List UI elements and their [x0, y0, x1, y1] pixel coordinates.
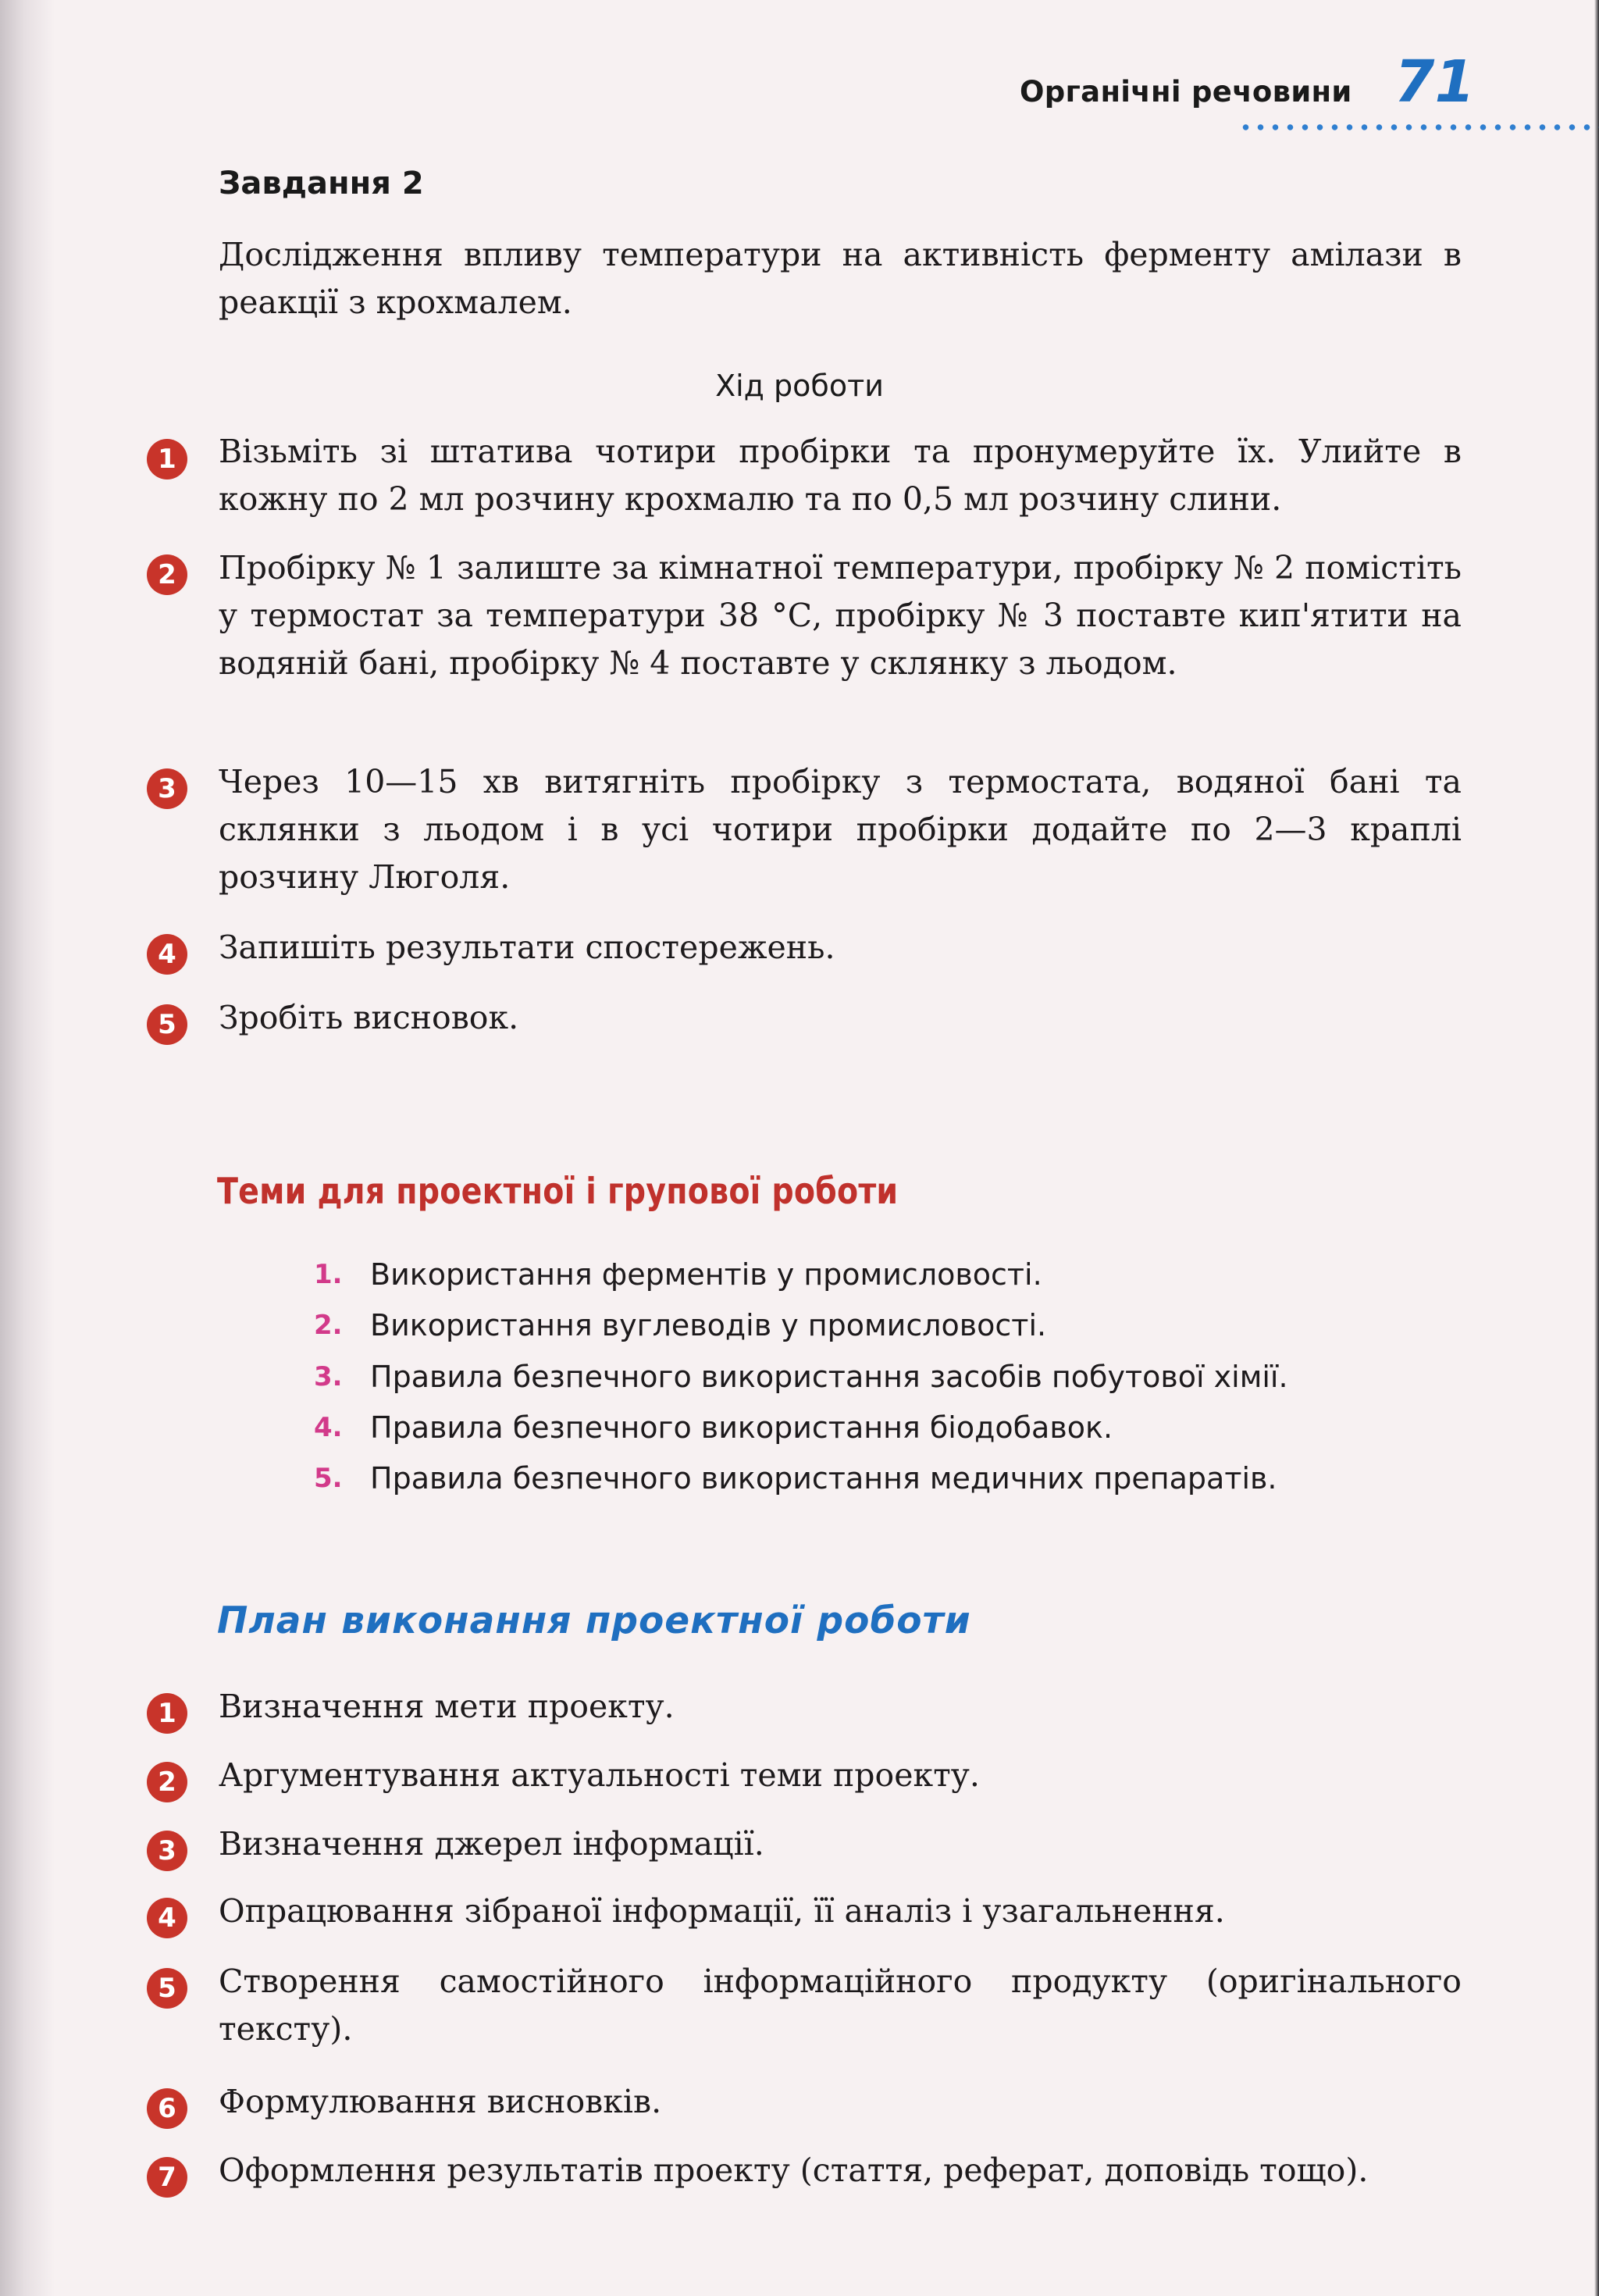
task-step-text: Пробірку № 1 залиште за кімнатної температури, пробірку № 2 помістіть у термостат за температури 38 °С, пробірку № 3 поставте кип'ятити на водяній бані, пробірку № 4 поставте у склянку з льодом. — [219, 549, 1462, 682]
plan-step-text: Аргументування актуальності теми проекту. — [219, 1756, 980, 1794]
task-step — [219, 994, 1462, 1042]
task-step — [219, 544, 1462, 687]
step-number-badge: 5 — [147, 1004, 187, 1045]
topic-number: 2. — [314, 1310, 343, 1341]
plan-step-badge: 2 — [147, 1762, 187, 1802]
task-title: Завдання 2 — [219, 166, 424, 201]
plan-step-text: Опрацювання зібраної інформації, її аналіз і узагальнення. — [219, 1892, 1225, 1930]
plan-heading: План виконання проектної роботи — [217, 1599, 971, 1642]
plan-step — [219, 1752, 1462, 1799]
topic-number: 4. — [314, 1412, 343, 1443]
plan-step-text: Створення самостійного інформаційного продукту (оригінального тексту). — [219, 1963, 1462, 2048]
task-description: Дослідження впливу температури на активність ферменту амілази в реакції з крохмалем. — [219, 236, 1462, 321]
plan-step — [219, 1820, 1462, 1868]
topic-item: Правила безпечного використання засобів побутової хімії. — [370, 1360, 1288, 1394]
topic-number: 3. — [314, 1361, 343, 1392]
plan-step — [219, 2147, 1462, 2194]
page-binding-shadow — [0, 0, 55, 2296]
page-edge — [1594, 0, 1599, 2296]
step-number-badge: 2 — [147, 554, 187, 595]
plan-step-badge: 6 — [147, 2088, 187, 2129]
page-number: 71 — [1394, 48, 1475, 116]
progress-heading: Хід роботи — [715, 369, 884, 403]
plan-step — [219, 1683, 1462, 1731]
step-number-badge: 3 — [147, 768, 187, 809]
task-step-text: Візьміть зі штатива чотири пробірки та пронумеруйте їх. Улийте в кожну по 2 мл розчину крохмалю та по 0,5 мл розчину слини. — [219, 433, 1462, 518]
step-number-badge: 4 — [147, 934, 187, 975]
plan-step-badge: 1 — [147, 1693, 187, 1734]
plan-step — [219, 2078, 1462, 2126]
topic-number: 1. — [314, 1259, 343, 1290]
plan-step-badge: 7 — [147, 2157, 187, 2198]
topic-item: Правила безпечного використання біодобавок. — [370, 1410, 1113, 1445]
task-step-text: Запишіть результати спостережень. — [219, 929, 835, 966]
task-step — [219, 924, 1462, 972]
plan-step-text: Визначення мети проекту. — [219, 1688, 675, 1725]
plan-step-badge: 3 — [147, 1831, 187, 1871]
plan-step-text: Формулювання висновків. — [219, 2083, 662, 2120]
plan-step-badge: 5 — [147, 1968, 187, 2009]
header-dotted-rule — [1238, 123, 1599, 131]
plan-step — [219, 1958, 1462, 2053]
running-head: Органічні речовини — [1020, 75, 1352, 109]
plan-step-badge: 4 — [147, 1898, 187, 1938]
topics-heading: Теми для проектної і групової роботи — [217, 1170, 899, 1212]
plan-step-text: Визначення джерел інформації. — [219, 1825, 764, 1863]
topic-item: Використання вуглеводів у промисловості. — [370, 1308, 1047, 1342]
task-step-text: Зробіть висновок. — [219, 999, 519, 1036]
task-step-text: Через 10—15 хв витягніть пробірку з термостата, водяної бані та склянки з льодом і в усі чотири пробірки додайте по 2—3 краплі розчину Люголя. — [219, 763, 1462, 896]
plan-step — [219, 1888, 1462, 1935]
plan-step-text: Оформлення результатів проекту (стаття, реферат, доповідь тощо). — [219, 2152, 1369, 2189]
topic-item: Використання ферментів у промисловості. — [370, 1257, 1042, 1292]
topic-item: Правила безпечного використання медичних препаратів. — [370, 1461, 1277, 1496]
task-step — [219, 758, 1462, 901]
step-number-badge: 1 — [147, 439, 187, 480]
task-step — [219, 428, 1462, 523]
topic-number: 5. — [314, 1463, 343, 1494]
